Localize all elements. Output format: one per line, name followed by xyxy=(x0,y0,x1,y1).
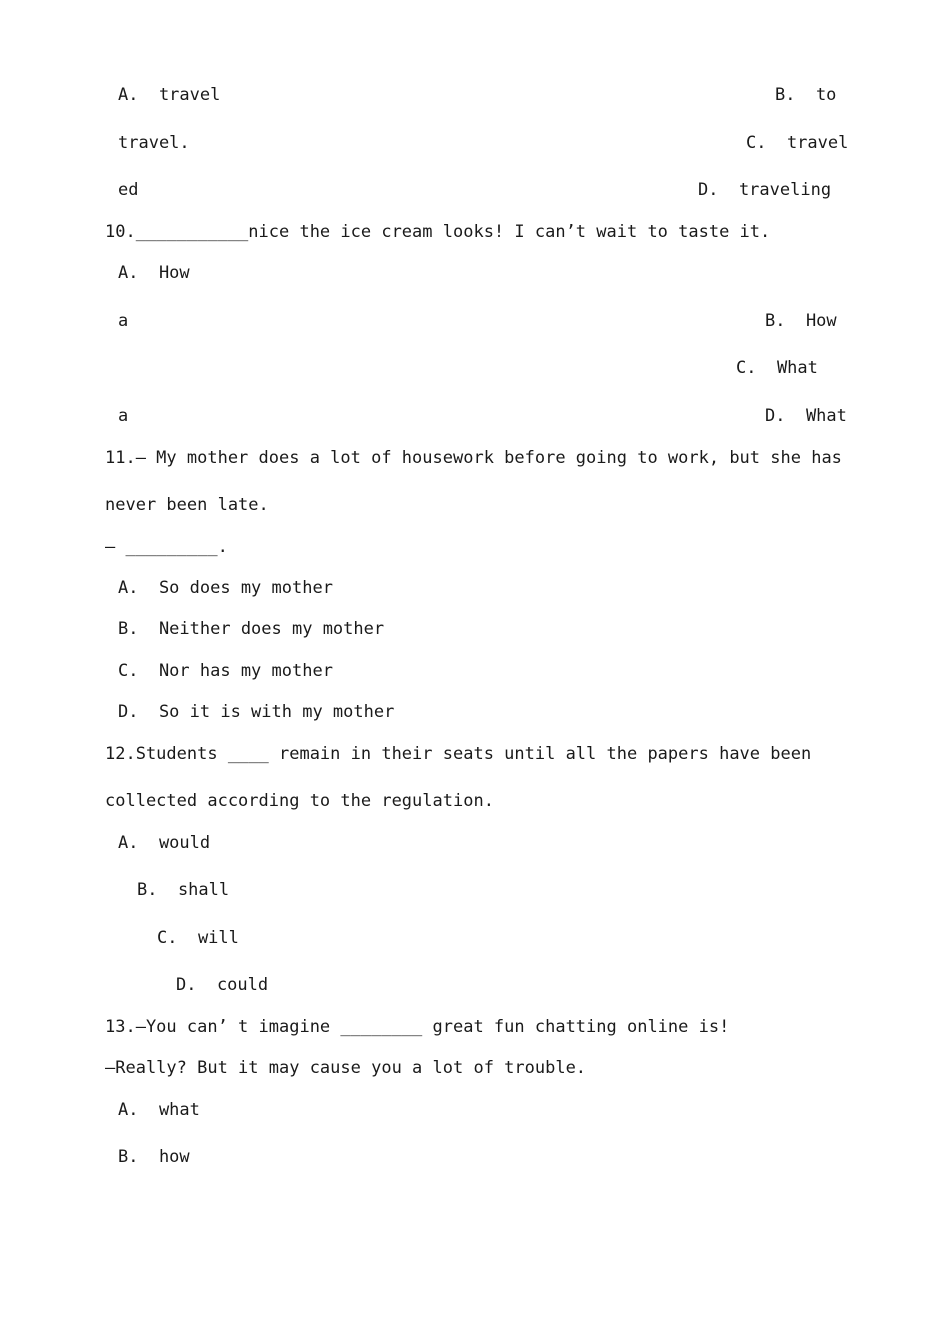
q12-option-d: D. could xyxy=(176,975,269,995)
q10-option-d: D. What xyxy=(765,406,847,426)
q9-option-b-continued: travel. xyxy=(118,133,190,153)
q12-stem-line2: collected according to the regulation. xyxy=(105,791,494,811)
q12-option-b: B. shall xyxy=(137,880,230,900)
q12-stem-line1: 12.Students ____ remain in their seats until all the papers have been xyxy=(105,744,812,764)
q12-option-c: C. will xyxy=(157,928,239,948)
q11-option-a: A. So does my mother xyxy=(118,578,333,598)
q13-option-a: A. what xyxy=(118,1100,200,1120)
q11-option-c: C. Nor has my mother xyxy=(118,661,333,681)
q11-reply: — _________. xyxy=(105,537,228,557)
q9-option-b: B. to xyxy=(775,85,837,105)
q13-option-b: B. how xyxy=(118,1147,190,1167)
q12-option-a: A. would xyxy=(118,833,211,853)
q11-stem-line2: never been late. xyxy=(105,495,269,515)
q9-option-d: D. traveling xyxy=(698,180,832,200)
q11-option-b: B. Neither does my mother xyxy=(118,619,385,639)
q9-option-c: C. travel xyxy=(746,133,849,153)
q13-stem-line1: 13.—You can’ t imagine ________ great fun chatting online is! xyxy=(105,1017,730,1037)
q10-option-b: B. How xyxy=(765,311,837,331)
q10-option-c-article: a xyxy=(118,406,129,426)
q13-stem-line2: —Really? But it may cause you a lot of trouble. xyxy=(105,1058,587,1078)
q10-stem: 10.___________nice the ice cream looks! I can’t wait to taste it. xyxy=(105,222,771,242)
q11-stem-line1: 11.— My mother does a lot of housework before going to work, but she has xyxy=(105,448,842,468)
q9-option-a: A. travel xyxy=(118,85,221,105)
q9-option-c-continued: ed xyxy=(118,180,139,200)
q10-option-a: A. How xyxy=(118,263,190,283)
q10-option-c: C. What xyxy=(736,358,818,378)
q10-option-a-article: a xyxy=(118,311,129,331)
q11-option-d: D. So it is with my mother xyxy=(118,702,395,722)
